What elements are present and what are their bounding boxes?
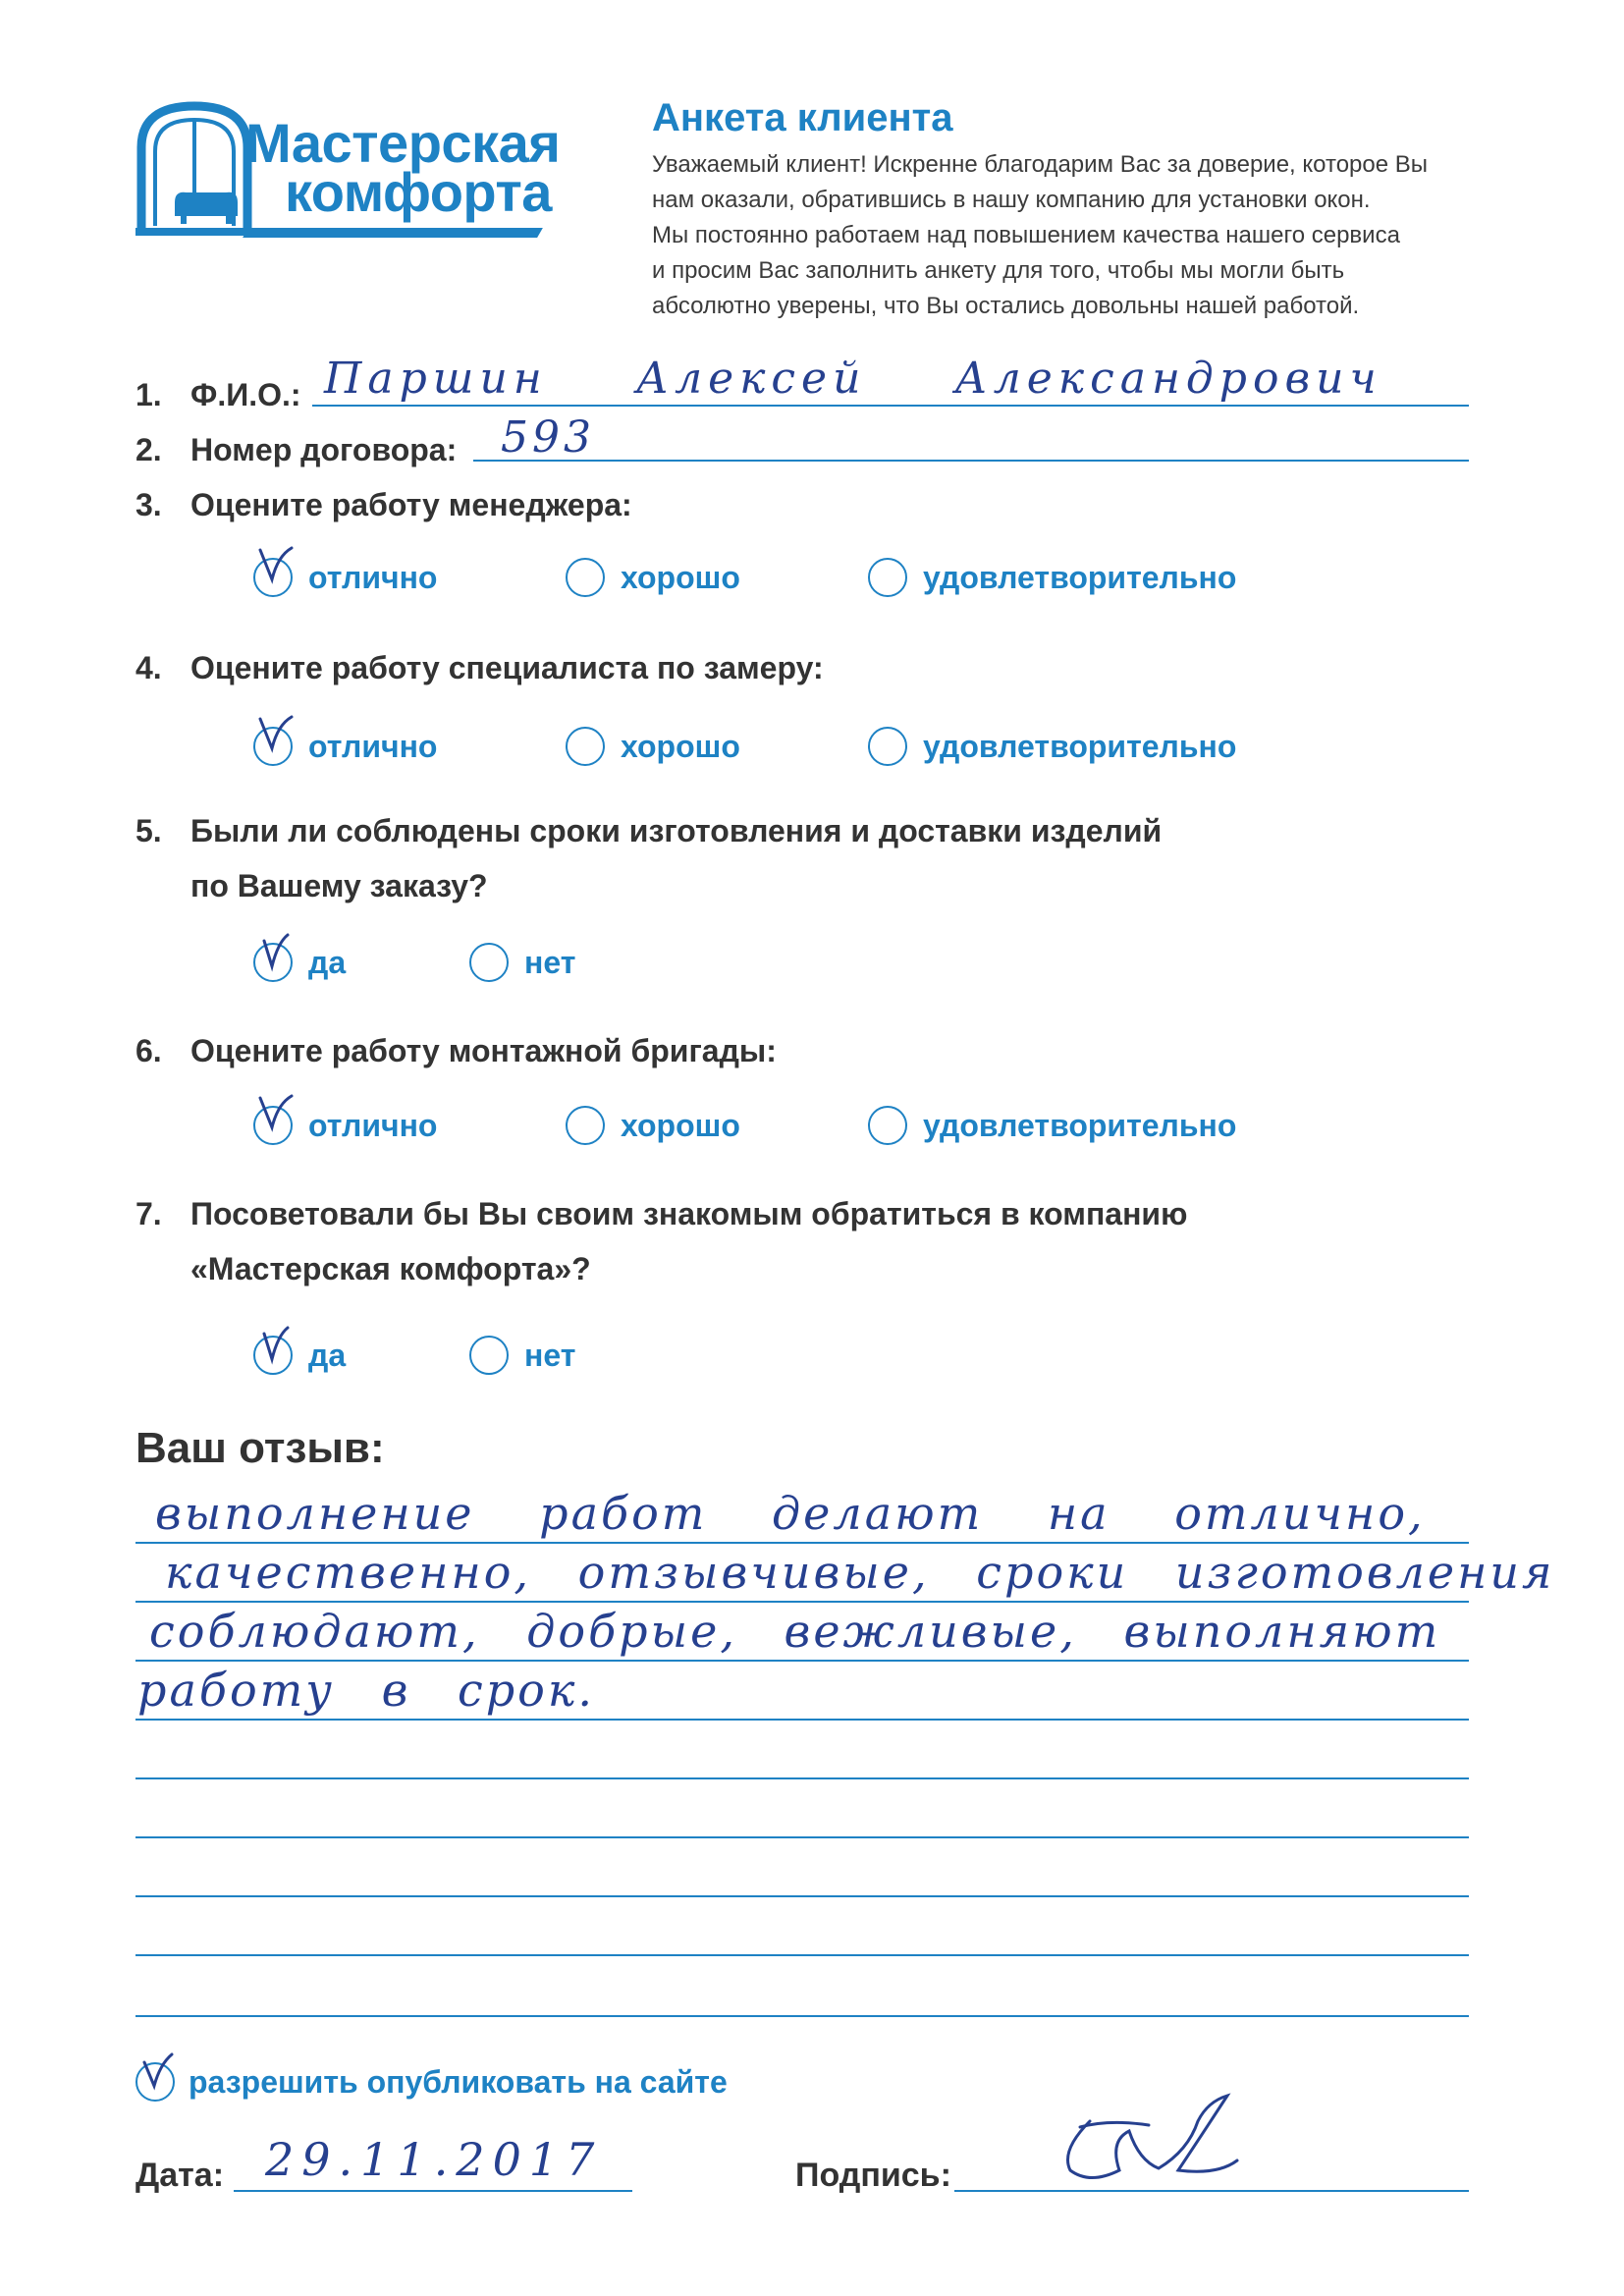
fio-label: Ф.И.О.: <box>190 377 301 412</box>
review-line <box>135 2015 1469 2017</box>
review-line <box>135 1836 1469 1838</box>
intro-line: абсолютно уверены, что Вы остались довольны нашей работой. <box>652 293 1360 319</box>
option-label: нет <box>524 1337 576 1373</box>
q4-option-satisfactory[interactable] <box>868 727 1236 766</box>
signature-label: Подпись: <box>795 2157 951 2194</box>
option-label: удовлетворительно <box>923 1107 1237 1143</box>
checkmark-icon <box>258 1094 298 1141</box>
checkmark-icon <box>258 715 298 762</box>
question-7-text-line1: Посоветовали бы Вы своим знакомым обратиться в компанию <box>190 1196 1188 1231</box>
q7-option-yes[interactable] <box>253 1336 346 1375</box>
radio-circle[interactable] <box>868 558 907 597</box>
option-label: да <box>308 944 347 980</box>
option-label: удовлетворительно <box>923 559 1237 595</box>
radio-circle[interactable] <box>253 943 293 982</box>
q3-option-satisfactory[interactable] <box>868 558 1236 597</box>
option-label: хорошо <box>621 728 740 764</box>
radio-circle[interactable] <box>868 1106 907 1145</box>
logo-underline <box>243 228 543 238</box>
checkmark-icon <box>140 2050 180 2098</box>
intro-line: и просим Вас заполнить анкету для того, чтобы мы могли быть <box>652 257 1345 284</box>
radio-circle[interactable] <box>253 727 293 766</box>
date-input-line[interactable] <box>234 2190 632 2192</box>
question-4-text: Оцените работу специалиста по замеру: <box>190 650 824 685</box>
radio-circle[interactable] <box>253 1336 293 1375</box>
intro-line: Мы постоянно работаем над повышением качества нашего сервиса <box>652 222 1400 248</box>
publish-permission-checkbox[interactable] <box>135 2062 728 2102</box>
question-number: 2. <box>135 432 162 467</box>
intro-line: Уважаемый клиент! Искренне благодарим Вас за доверие, которое Вы <box>652 151 1429 178</box>
review-handwritten-line: качественно, отзывчивые, сроки изготовления <box>165 1546 1555 1599</box>
fio-input-line[interactable] <box>312 405 1469 407</box>
checkmark-icon <box>258 1324 298 1371</box>
handwritten-signature <box>1051 2092 1247 2200</box>
company-logo <box>135 100 568 247</box>
q3-option-excellent[interactable] <box>253 558 437 597</box>
q6-option-satisfactory[interactable] <box>868 1106 1236 1145</box>
radio-circle[interactable] <box>253 1106 293 1145</box>
radio-circle[interactable] <box>469 1336 509 1375</box>
option-label: отлично <box>308 559 438 595</box>
question-3-text: Оцените работу менеджера: <box>190 487 632 522</box>
q5-option-yes[interactable] <box>253 943 346 982</box>
q4-option-excellent[interactable] <box>253 727 437 766</box>
fio-handwritten-answer: Паршин Алексей Александрович <box>324 354 1382 404</box>
checkmark-icon <box>258 931 298 978</box>
radio-circle[interactable] <box>566 727 605 766</box>
review-line <box>135 1777 1469 1779</box>
option-label: отлично <box>308 1107 438 1143</box>
review-line <box>135 1542 1469 1544</box>
radio-circle[interactable] <box>566 558 605 597</box>
question-number: 6. <box>135 1033 162 1068</box>
question-5-text-line1: Были ли соблюдены сроки изготовления и доставки изделий <box>190 813 1163 848</box>
review-handwritten-line: выполнение работ делают на отлично, <box>155 1487 1426 1540</box>
question-5-text-line2: по Вашему заказу? <box>190 868 488 903</box>
review-line <box>135 1719 1469 1721</box>
option-label: отлично <box>308 728 438 764</box>
radio-circle[interactable] <box>868 727 907 766</box>
q6-option-good[interactable] <box>566 1106 740 1145</box>
checkbox-circle[interactable] <box>135 2062 175 2102</box>
contract-number-handwritten: 593 <box>501 412 595 463</box>
contract-number-label: Номер договора: <box>190 432 458 467</box>
radio-circle[interactable] <box>253 558 293 597</box>
option-label: да <box>308 1337 347 1373</box>
question-number: 7. <box>135 1196 162 1231</box>
option-label: удовлетворительно <box>923 728 1237 764</box>
q4-option-good[interactable] <box>566 727 740 766</box>
date-label: Дата: <box>135 2157 225 2194</box>
radio-circle[interactable] <box>566 1106 605 1145</box>
checkmark-icon <box>258 546 298 593</box>
date-handwritten: 29.11.2017 <box>265 2133 603 2186</box>
review-line <box>135 1895 1469 1897</box>
q6-option-excellent[interactable] <box>253 1106 437 1145</box>
radio-circle[interactable] <box>469 943 509 982</box>
option-label: хорошо <box>621 559 740 595</box>
review-handwritten-line: соблюдают, добрые, вежливые, выполняют <box>149 1605 1441 1658</box>
question-6-text: Оцените работу монтажной бригады: <box>190 1033 777 1068</box>
question-number: 5. <box>135 813 162 848</box>
intro-line: нам оказали, обратившись в нашу компанию для установки окон. <box>652 187 1371 213</box>
intro-text <box>652 147 1487 324</box>
publish-label: разрешить опубликовать на сайте <box>189 2063 728 2100</box>
question-7-text-line2: «Мастерская комфорта»? <box>190 1251 591 1286</box>
option-label: нет <box>524 944 576 980</box>
review-line <box>135 1660 1469 1662</box>
logo-text-line2: комфорта <box>285 161 552 223</box>
q7-option-no[interactable] <box>469 1336 575 1375</box>
question-number: 4. <box>135 650 162 685</box>
question-number: 1. <box>135 377 162 412</box>
window-logo-icon <box>135 100 253 238</box>
question-number: 3. <box>135 487 162 522</box>
review-handwritten-line: работу в срок. <box>137 1664 595 1717</box>
review-line <box>135 1601 1469 1603</box>
logo-text-line1: Мастерская <box>245 112 561 174</box>
contract-number-input-line[interactable] <box>473 460 1469 462</box>
option-label: хорошо <box>621 1107 740 1143</box>
review-title: Ваш отзыв: <box>135 1424 385 1472</box>
form-title: Анкета клиента <box>652 96 953 139</box>
q3-option-good[interactable] <box>566 558 740 597</box>
review-line <box>135 1954 1469 1956</box>
q5-option-no[interactable] <box>469 943 575 982</box>
